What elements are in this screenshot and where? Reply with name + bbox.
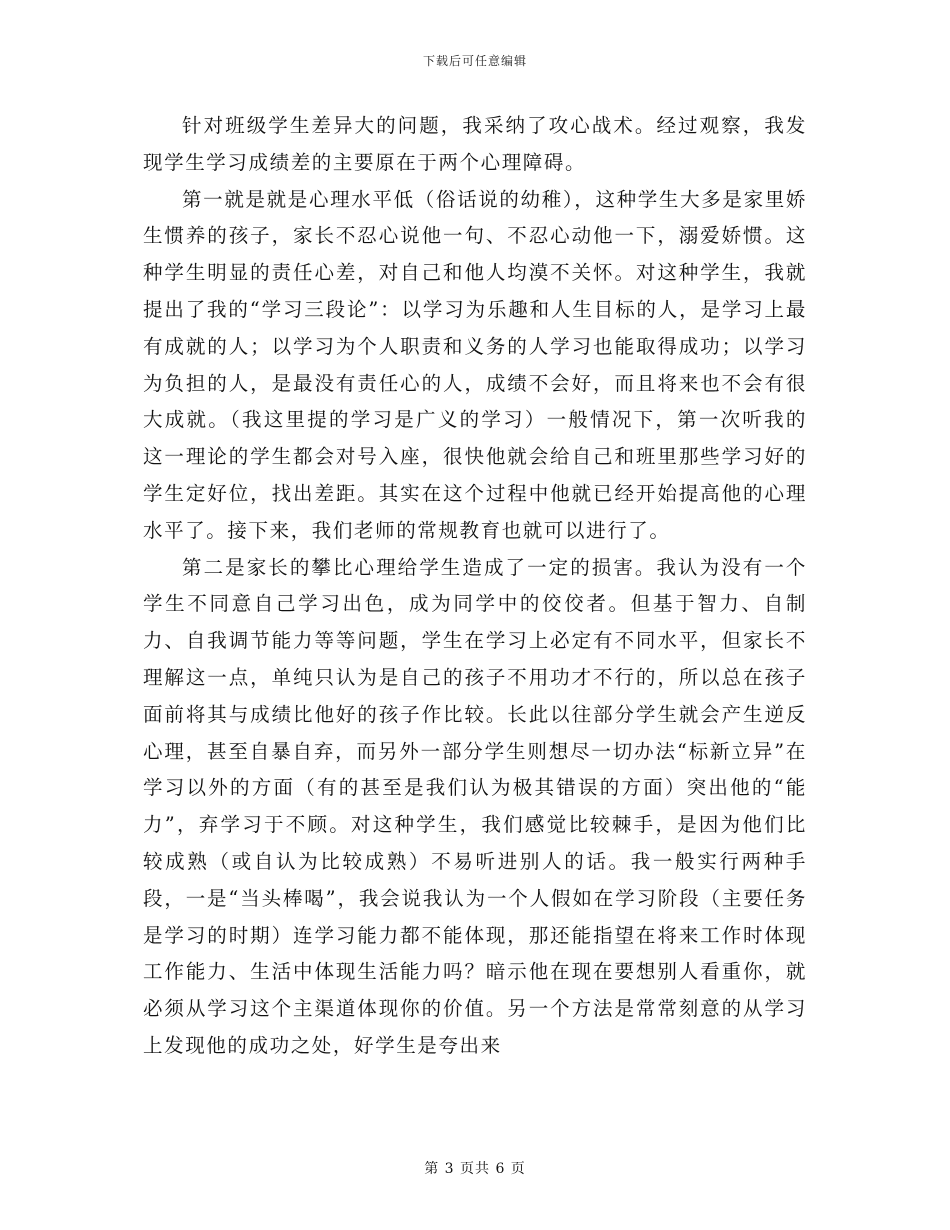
document-body bbox=[143, 108, 807, 1065]
paragraph: 第一就是就是心理水平低（俗话说的幼稚），这种学生大多是家里娇生惯养的孩子，家长不忍心说他一句、不忍心动他一下，溺爱娇惯。这种学生明显的责任心差，对自己和他人均漠不关怀。对这种学生，我就提出了我的“学习三段论”：以学习为乐趣和人生目标的人，是学习上最有成就的人；以学习为个人职责和义务的人学习也能取得成功；以学习为负担的人，是最没有责任心的人，成绩不会好，而且将来也不会有很大成就。（我这里提的学习是广义的学习）一般情况下，第一次听我的这一理论的学生都会对号入座，很快他就会给自己和班里那些学习好的学生定好位，找出差距。其实在这个过程中他就已经开始提高他的心理水平了。接下来，我们老师的常规教育也就可以进行了。 bbox=[143, 187, 807, 542]
paragraph: 第二是家长的攀比心理给学生造成了一定的损害。我认为没有一个学生不同意自己学习出色，成为同学中的佼佼者。但基于智力、自制力、自我调节能力等等问题，学生在学习上必定有不同水平，但家长不理解这一点，单纯只认为是自己的孩子不用功才不行的，所以总在孩子面前将其与成绩比他好的孩子作比较。长此以往部分学生就会产生逆反心理，甚至自暴自弃，而另外一部分学生则想尽一切办法“标新立异”在学习以外的方面（有的甚至是我们认为极其错误的方面）突出他的“能力”，弃学习于不顾。对这种学生，我们感觉比较棘手，是因为他们比较成熟（或自认为比较成熟）不易听进别人的话。我一般实行两种手段，一是“当头棒喝”，我会说我认为一个人假如在学习阶段（主要任务是学习的时期）连学习能力都不能体现，那还能指望在将来工作时体现工作能力、生活中体现生活能力吗？暗示他在现在要想别人看重你，就必须从学习这个主渠道体现你的价值。另一个方法是常常刻意的从学习上发现他的成功之处，好学生是夸出来 bbox=[143, 555, 807, 1057]
page-number-footer: 第 3 页共 6 页 bbox=[424, 1161, 526, 1177]
paragraph: 针对班级学生差异大的问题，我采纳了攻心战术。经过观察，我发现学生学习成绩差的主要原在于两个心理障碍。 bbox=[143, 114, 807, 174]
page-header: 下载后可任意编辑 bbox=[422, 54, 527, 68]
